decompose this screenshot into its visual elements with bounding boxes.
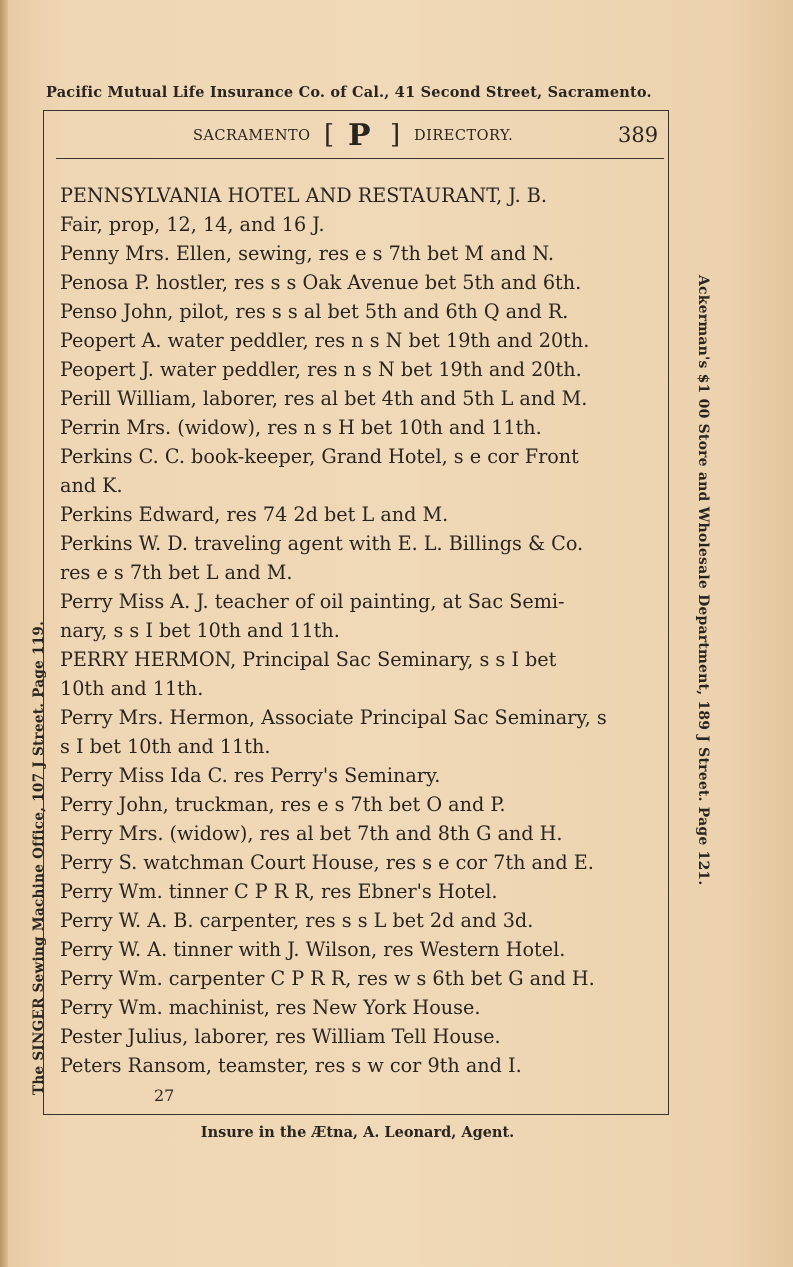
directory-entry [60,587,660,645]
directory-entry [60,790,660,819]
directory-entry [60,848,660,877]
entry-line: Perry Mrs. Hermon, Associate Principal Sac Seminary, s [60,706,607,729]
directory-entry [60,906,660,935]
entry-line: Pester Julius, laborer, res William Tell House. [60,1025,501,1048]
entry-line: Penny Mrs. Ellen, sewing, res e s 7th bet M and N. [60,242,554,265]
directory-entry [60,442,660,500]
entry-line: PERRY HERMON, Principal Sac Seminary, s s I bet [60,648,557,671]
top-advertisement: Pacific Mutual Life Insurance Co. of Cal., 41 Second Street, Sacramento. [46,84,652,101]
directory-entry [60,877,660,906]
entry-line: PENNSYLVANIA HOTEL AND RESTAURANT, J. B. [60,184,547,207]
directory-entry [60,239,660,268]
entry-line: Perry Wm. tinner C P R R, res Ebner's Hotel. [60,880,498,903]
entry-line: Peopert J. water peddler, res n s N bet 19th and 20th. [60,358,582,381]
entry-line: Perry Wm. carpenter C P R R, res w s 6th bet G and H. [60,967,595,990]
page-binding-edge [0,0,8,1267]
entry-line: Peters Ransom, teamster, res s w cor 9th and I. [60,1054,522,1077]
entry-line: Perry Wm. machinist, res New York House. [60,996,481,1019]
left-margin-advertisement: The SINGER Sewing Machine Office, 107 J Street. Page 119. [31,620,47,1095]
entry-line: Perry John, truckman, res e s 7th bet O and P. [60,793,506,816]
directory-entry [60,413,660,442]
directory-entries [60,181,660,1080]
page-number: 389 [618,123,659,147]
entry-line: nary, s s I bet 10th and 11th. [60,619,340,642]
entry-line: Perkins Edward, res 74 2d bet L and M. [60,503,449,526]
entry-line: Perill William, laborer, res al bet 4th and 5th L and M. [60,387,588,410]
bottom-advertisement: Insure in the Ætna, A. Leonard, Agent. [200,1124,515,1141]
entry-line: Perry Miss Ida C. res Perry's Seminary. [60,764,441,787]
running-head-city: SACRAMENTO [193,128,311,144]
entry-line: res e s 7th bet L and M. [60,561,293,584]
running-head-bracket-open: [ [324,120,335,150]
directory-entry [60,384,660,413]
right-margin-advertisement: Ackerman's $1 00 Store and Wholesale Department, 189 J Street. Page 121. [695,275,711,886]
signature-mark: 27 [154,1086,175,1105]
entry-line: Perkins W. D. traveling agent with E. L. Billings & Co. [60,532,584,555]
entry-line: Perry W. A. B. carpenter, res s s L bet 2d and 3d. [60,909,534,932]
entry-line: and K. [60,474,123,497]
directory-entry [60,819,660,848]
header-rule [56,158,664,159]
entry-line: Fair, prop, 12, 14, and 16 J. [60,213,325,236]
directory-entry [60,993,660,1022]
running-head [56,120,664,152]
directory-entry [60,529,660,587]
entry-line: s I bet 10th and 11th. [60,735,271,758]
running-head-bracket-close: ] [390,120,401,150]
entry-line: Perry W. A. tinner with J. Wilson, res Western Hotel. [60,938,566,961]
entry-line: Penosa P. hostler, res s s Oak Avenue bet 5th and 6th. [60,271,582,294]
entry-line: Perry S. watchman Court House, res s e cor 7th and E. [60,851,594,874]
running-head-title: DIRECTORY. [414,128,514,144]
directory-entry [60,1022,660,1051]
running-head-letter: P [348,118,371,153]
directory-entry [60,326,660,355]
entry-line: 10th and 11th. [60,677,204,700]
directory-entry [60,1051,660,1080]
entry-line: Perry Miss A. J. teacher of oil painting, at Sac Semi- [60,590,565,613]
entry-line: Peopert A. water peddler, res n s N bet 19th and 20th. [60,329,590,352]
directory-entry [60,268,660,297]
entry-line: Perkins C. C. book-keeper, Grand Hotel, s e cor Front [60,445,579,468]
entry-line: Perry Mrs. (widow), res al bet 7th and 8th G and H. [60,822,563,845]
directory-entry [60,181,660,239]
directory-entry [60,935,660,964]
directory-entry [60,500,660,529]
directory-entry [60,645,660,703]
directory-entry [60,703,660,761]
directory-entry [60,761,660,790]
directory-entry [60,964,660,993]
entry-line: Penso John, pilot, res s s al bet 5th and 6th Q and R. [60,300,569,323]
entry-line: Perrin Mrs. (widow), res n s H bet 10th and 11th. [60,416,542,439]
directory-entry [60,297,660,326]
directory-entry [60,355,660,384]
